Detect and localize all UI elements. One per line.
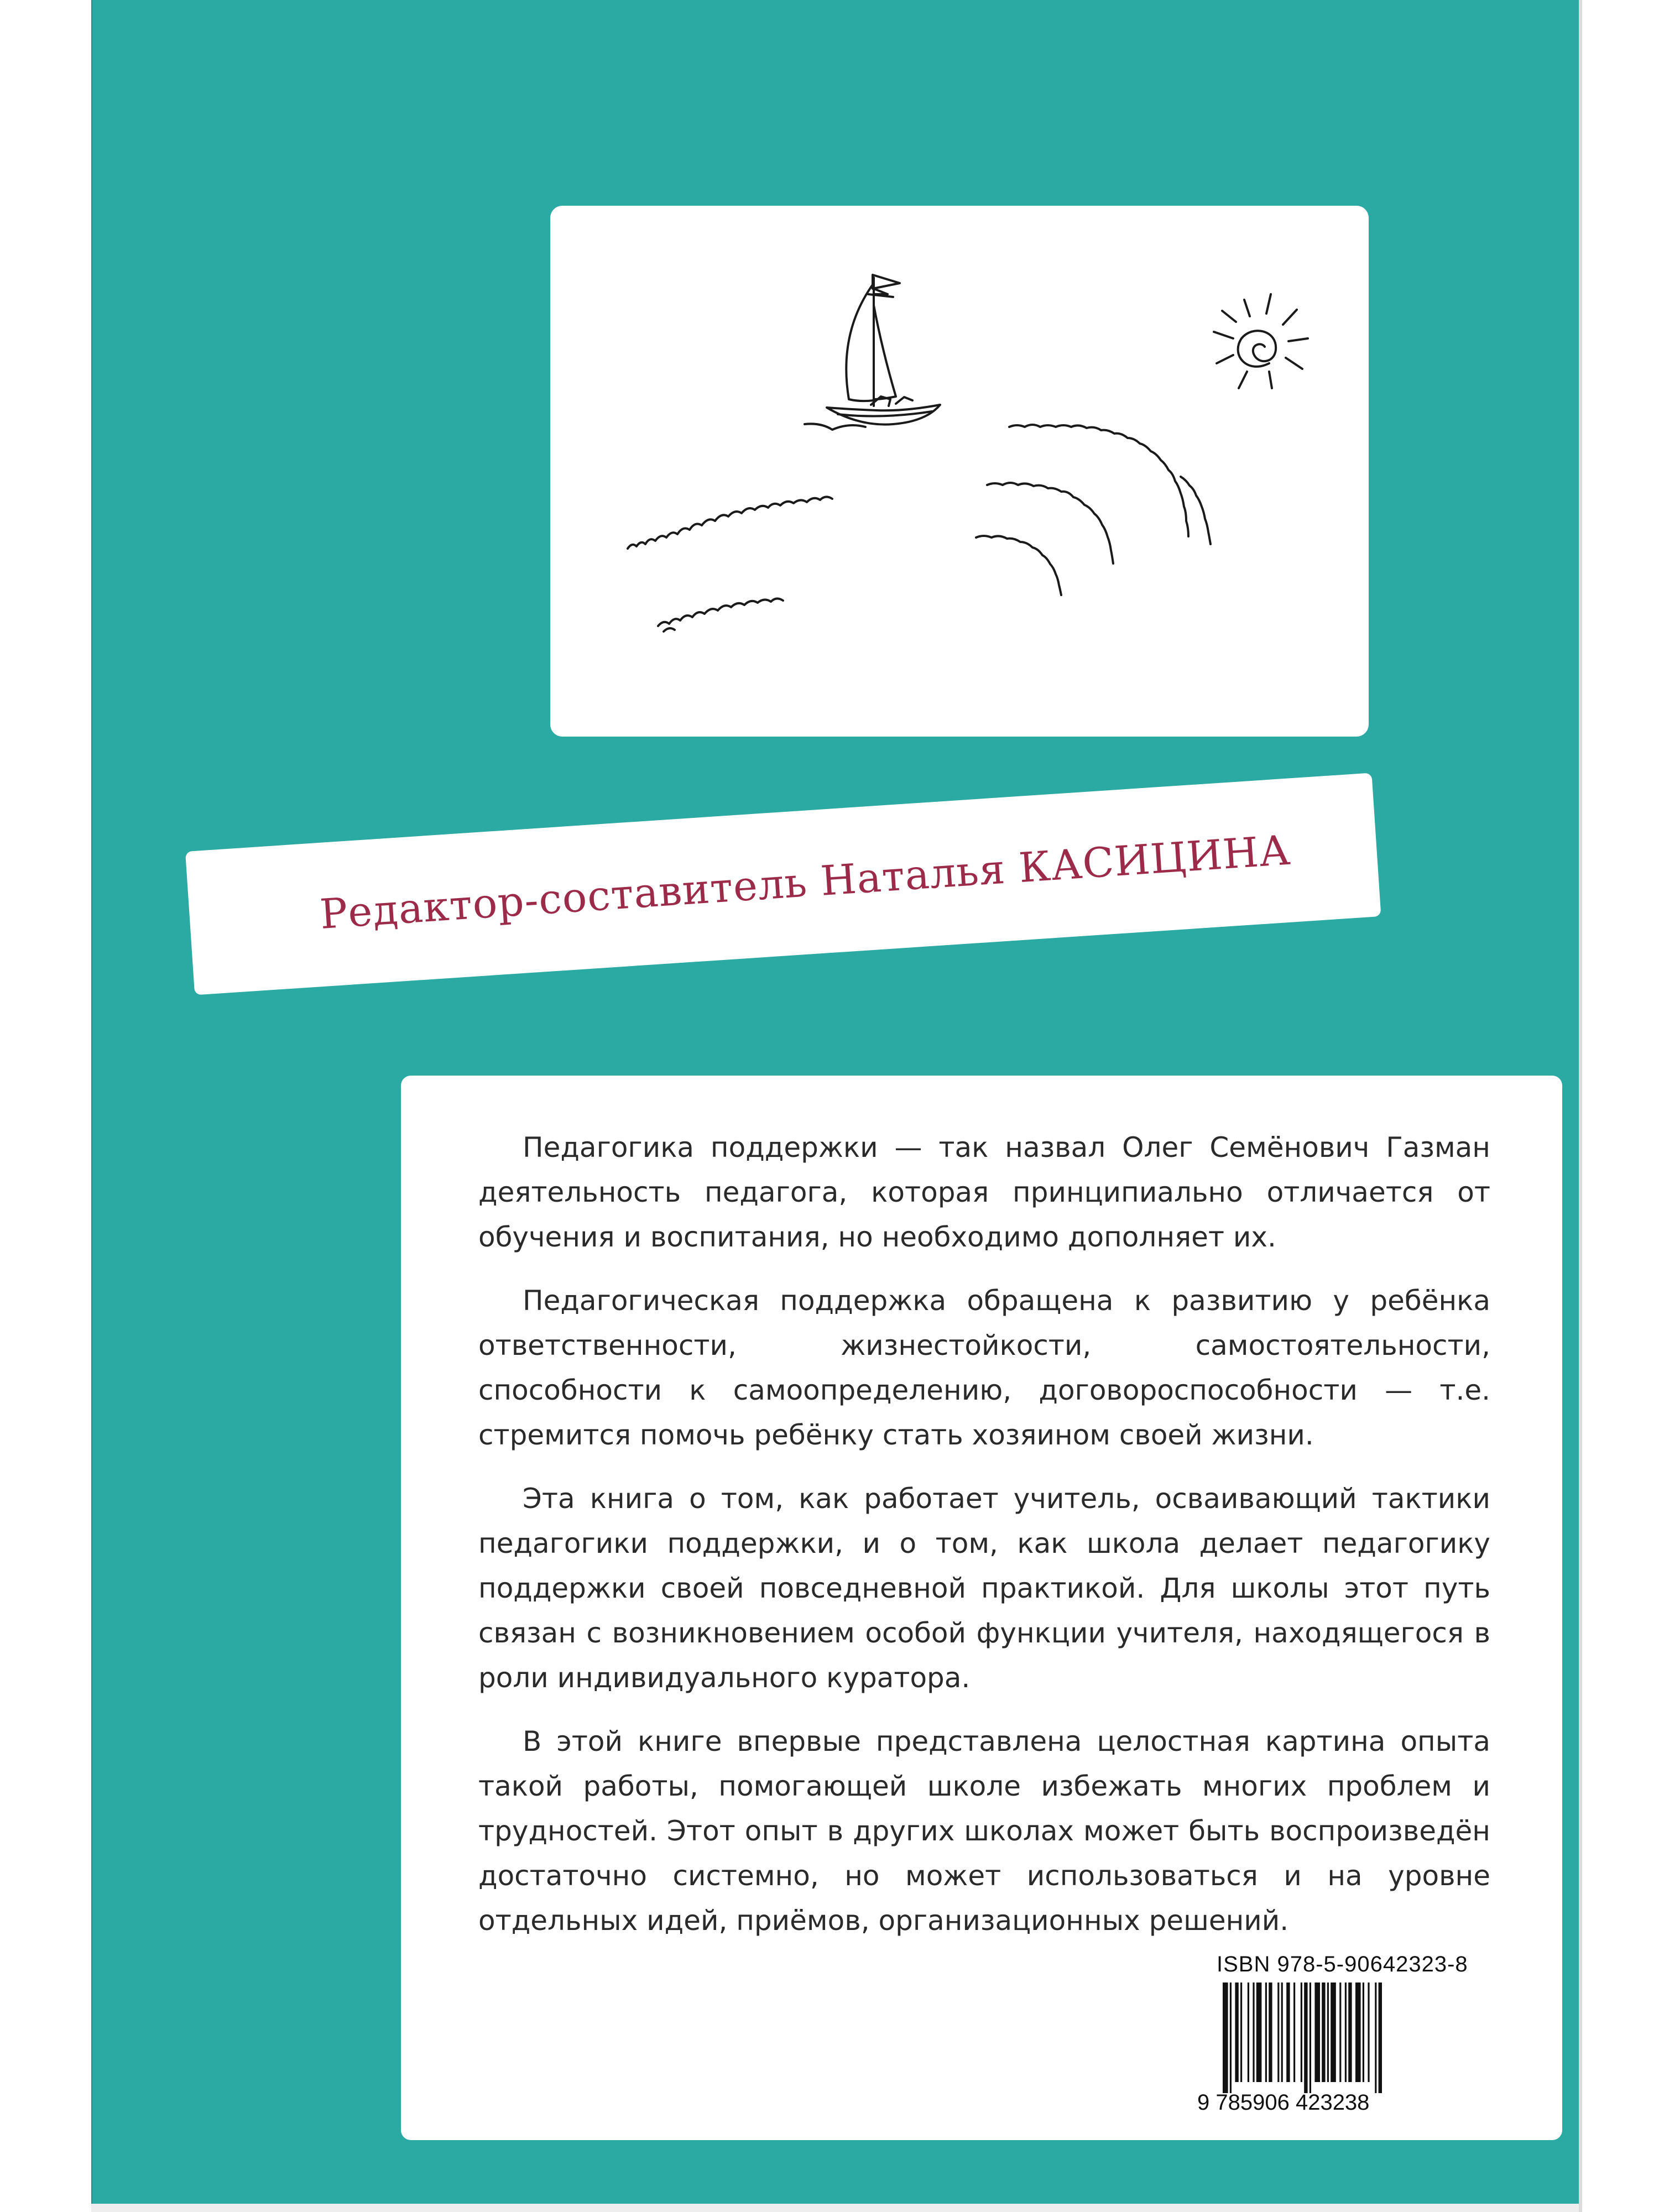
sun-icon bbox=[1214, 294, 1308, 388]
barcode-icon bbox=[1219, 1983, 1496, 2093]
back-cover bbox=[91, 0, 1579, 2204]
description-text bbox=[478, 1125, 1490, 1962]
editor-credit: Редактор-составитель Наталья КАСИЦИНА bbox=[318, 826, 1292, 939]
sailboat-icon bbox=[805, 275, 940, 430]
description-paragraph-4: В этой книге впервые представлена целостная картина опыта такой работы, помогающей школе избежать многих проблем и трудностей. Этот опыт в других школах может быть воспроизведён достаточно системно, но может использоваться и на уровне отдельных идей, приёмов, организационных решений. bbox=[478, 1725, 1490, 1937]
description-paragraph-2: Педагогическая поддержка обращена к развитию у ребёнка ответственности, жизнестойкости, самостоятельности, способности к самоопределению, договороспособности — т.е. стремится помочь ребёнку стать хозяином своей жизни. bbox=[478, 1285, 1490, 1451]
hand-drawn-illustration bbox=[550, 206, 1369, 737]
description-paragraph-1: Педагогика поддержки — так назвал Олег Семёнович Газман деятельность педагога, которая принципиально отличается от обучения и воспитания, но необходимо дополняет их. bbox=[478, 1131, 1490, 1253]
isbn-label: ISBN 978-5-90642323-8 bbox=[1217, 1952, 1468, 1976]
editor-label-strip bbox=[185, 773, 1381, 995]
barcode-digits: 9 785906 423238 bbox=[1197, 2090, 1370, 2115]
page-edge-right bbox=[1579, 0, 1582, 2212]
description-panel bbox=[401, 1076, 1562, 2140]
description-paragraph-3: Эта книга о том, как работает учитель, осваивающий тактики педагогики поддержки, и о том, как школа делает педагогику поддержки своей повседневной практикой. Для школы этот путь связан с возникновением особой функции учителя, находящегося в роли индивидуального куратора. bbox=[478, 1483, 1490, 1694]
drawing-panel bbox=[550, 206, 1369, 737]
waves-icon bbox=[628, 425, 1211, 632]
page-edge-bottom bbox=[91, 2204, 1579, 2212]
